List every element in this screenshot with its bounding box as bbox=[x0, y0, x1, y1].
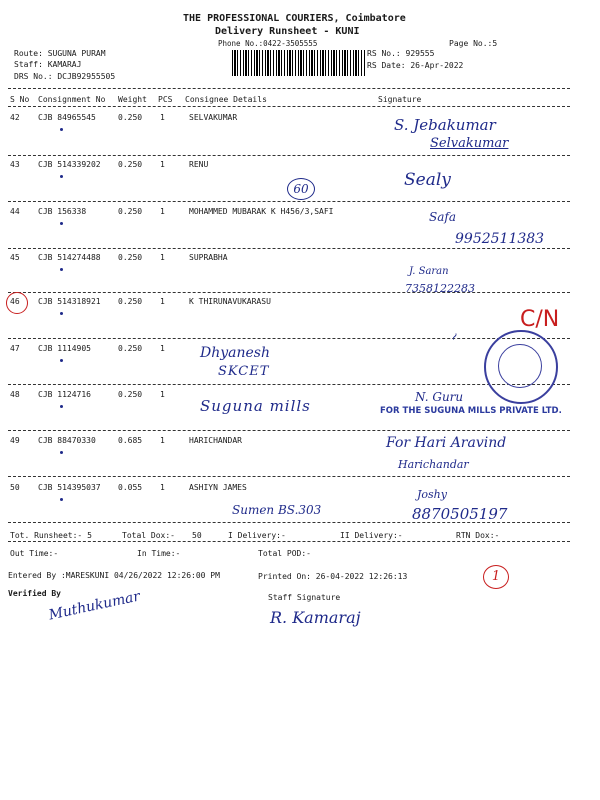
route: Route: SUGUNA PURAM bbox=[14, 49, 106, 58]
row-divider bbox=[8, 248, 570, 249]
handwritten-signature: Joshy bbox=[417, 488, 447, 501]
divider bbox=[8, 88, 570, 89]
tot-runsheet: Tot. Runsheet:- 5 bbox=[10, 531, 92, 540]
row-weight: 0.250 bbox=[118, 344, 143, 353]
ink-dot bbox=[60, 268, 63, 271]
rs-date: RS Date: 26-Apr-2022 bbox=[367, 61, 464, 70]
handwritten-circle-number: 1 bbox=[483, 565, 509, 589]
row-consignment: CJB 88470330 bbox=[38, 436, 96, 445]
ink-dot bbox=[60, 405, 63, 408]
i-delivery: I Delivery:- bbox=[228, 531, 286, 540]
red-circle-mark bbox=[6, 292, 28, 314]
row-sno: 49 bbox=[10, 436, 20, 445]
handwritten-signature: For Hari Aravind bbox=[386, 435, 507, 451]
handwritten-signature: Sealy bbox=[404, 170, 451, 190]
col-signature: Signature bbox=[378, 95, 422, 104]
verified-signature: Muthukumar bbox=[47, 588, 142, 624]
row-divider bbox=[8, 430, 570, 431]
col-consignment: Consignment No bbox=[38, 95, 106, 104]
staff: Staff: KAMARAJ bbox=[14, 60, 82, 69]
row-pcs: 1 bbox=[160, 160, 165, 169]
institution-stamp-icon bbox=[498, 344, 542, 388]
handwritten-phone: 8870505197 bbox=[412, 505, 508, 523]
handwritten-signature: ~ bbox=[446, 329, 463, 344]
row-consignee: ASHIYN JAMES bbox=[189, 483, 247, 492]
row-pcs: 1 bbox=[160, 483, 165, 492]
row-pcs: 1 bbox=[160, 297, 165, 306]
in-time: In Time:- bbox=[137, 549, 181, 558]
verified-by: Verified By bbox=[8, 589, 61, 598]
row-sno: 47 bbox=[10, 344, 20, 353]
row-weight: 0.250 bbox=[118, 207, 143, 216]
row-divider bbox=[8, 384, 570, 385]
ink-dot bbox=[60, 222, 63, 225]
rs-number: RS No.: 929555 bbox=[367, 49, 435, 58]
col-weight: Weight bbox=[118, 95, 147, 104]
ink-dot bbox=[60, 359, 63, 362]
company-stamp: FOR THE SUGUNA MILLS PRIVATE LTD. bbox=[380, 406, 562, 416]
row-pcs: 1 bbox=[160, 253, 165, 262]
row-weight: 0.250 bbox=[118, 160, 143, 169]
col-consignee: Consignee Details bbox=[185, 95, 267, 104]
row-pcs: 1 bbox=[160, 390, 165, 399]
col-sno: S No bbox=[10, 95, 30, 104]
row-pcs: 1 bbox=[160, 113, 165, 122]
row-divider bbox=[8, 155, 570, 156]
divider bbox=[8, 106, 570, 107]
row-consignment: CJB 514339202 bbox=[38, 160, 101, 169]
total-pod: Total POD:- bbox=[258, 549, 311, 558]
row-divider bbox=[8, 292, 570, 293]
handwritten-phone: 9952511383 bbox=[455, 231, 545, 247]
ink-dot bbox=[60, 312, 63, 315]
row-sno: 46 bbox=[10, 297, 20, 306]
row-sno: 50 bbox=[10, 483, 20, 492]
handwritten-circle-number: 60 bbox=[287, 178, 315, 200]
row-divider bbox=[8, 476, 570, 477]
row-weight: 0.685 bbox=[118, 436, 143, 445]
phone-number: Phone No.:0422-3505555 bbox=[218, 39, 318, 48]
handwritten-name: Suguna mills bbox=[200, 397, 311, 415]
divider bbox=[8, 541, 570, 542]
staff-signature: R. Kamaraj bbox=[270, 608, 361, 627]
ink-dot bbox=[60, 498, 63, 501]
row-consignee: MOHAMMED MUBARAK K H456/3,SAFI bbox=[189, 207, 334, 216]
row-consignment: CJB 156338 bbox=[38, 207, 87, 216]
handwritten-signature: Harichandar bbox=[398, 458, 469, 471]
row-consignment: CJB 514318921 bbox=[38, 297, 101, 306]
row-sno: 44 bbox=[10, 207, 20, 216]
total-dox-value: 50 bbox=[192, 531, 202, 540]
row-consignee: RENU bbox=[189, 160, 209, 169]
row-weight: 0.055 bbox=[118, 483, 143, 492]
row-weight: 0.250 bbox=[118, 297, 143, 306]
printed-on: Printed On: 26-04-2022 12:26:13 bbox=[258, 572, 408, 581]
row-sno: 45 bbox=[10, 253, 20, 262]
row-sno: 42 bbox=[10, 113, 20, 122]
staff-signature-label: Staff Signature bbox=[268, 593, 341, 602]
row-sno: 43 bbox=[10, 160, 20, 169]
row-pcs: 1 bbox=[160, 344, 165, 353]
row-consignment: CJB 514274488 bbox=[38, 253, 101, 262]
row-weight: 0.250 bbox=[118, 253, 143, 262]
row-pcs: 1 bbox=[160, 207, 165, 216]
ink-dot bbox=[60, 451, 63, 454]
ink-dot bbox=[60, 175, 63, 178]
rtn-dox: RTN Dox:- bbox=[456, 531, 500, 540]
ii-delivery: II Delivery:- bbox=[340, 531, 403, 540]
handwritten-phone: 7358122283 bbox=[405, 282, 475, 295]
out-time: Out Time:- bbox=[10, 549, 59, 558]
handwritten-org: SKCET bbox=[218, 364, 270, 379]
row-consignee: SUPRABHA bbox=[189, 253, 228, 262]
row-consignment: CJB 514395037 bbox=[38, 483, 101, 492]
row-weight: 0.250 bbox=[118, 113, 143, 122]
row-consignee: K THIRUNAVUKARASU bbox=[189, 297, 271, 306]
total-dox-label: Total Dox:- bbox=[122, 531, 175, 540]
handwritten-signature: Safa bbox=[429, 210, 456, 224]
row-pcs: 1 bbox=[160, 436, 165, 445]
row-divider bbox=[8, 338, 570, 339]
handwritten-signature: N. Guru bbox=[415, 390, 464, 404]
barcode bbox=[232, 50, 366, 76]
page-number: Page No.:5 bbox=[449, 39, 498, 48]
handwritten-signature: Selvakumar bbox=[430, 136, 509, 151]
handwritten-name: Sumen BS.303 bbox=[232, 503, 322, 517]
ink-dot bbox=[60, 128, 63, 131]
row-consignee: HARICHANDAR bbox=[189, 436, 242, 445]
company-title: THE PROFESSIONAL COURIERS, Coimbatore bbox=[183, 13, 406, 24]
row-consignee: SELVAKUMAR bbox=[189, 113, 238, 122]
handwritten-signature: S. Jebakumar bbox=[394, 116, 496, 134]
row-divider bbox=[8, 201, 570, 202]
col-pcs: PCS bbox=[158, 95, 173, 104]
drs-number: DRS No.: DCJB92955505 bbox=[14, 72, 116, 81]
handwritten-name: Dhyanesh bbox=[200, 345, 270, 361]
row-consignment: CJB 84965545 bbox=[38, 113, 96, 122]
row-sno: 48 bbox=[10, 390, 20, 399]
entered-by: Entered By :MARESKUNI 04/26/2022 12:26:00 PM bbox=[8, 571, 220, 580]
handwritten-cn-mark: C/N bbox=[520, 307, 560, 332]
row-weight: 0.250 bbox=[118, 390, 143, 399]
row-consignment: CJB 1124716 bbox=[38, 390, 91, 399]
row-consignment: CJB 1114905 bbox=[38, 344, 91, 353]
runsheet-subtitle: Delivery Runsheet - KUNI bbox=[215, 26, 360, 37]
handwritten-signature: J. Saran bbox=[409, 266, 449, 277]
